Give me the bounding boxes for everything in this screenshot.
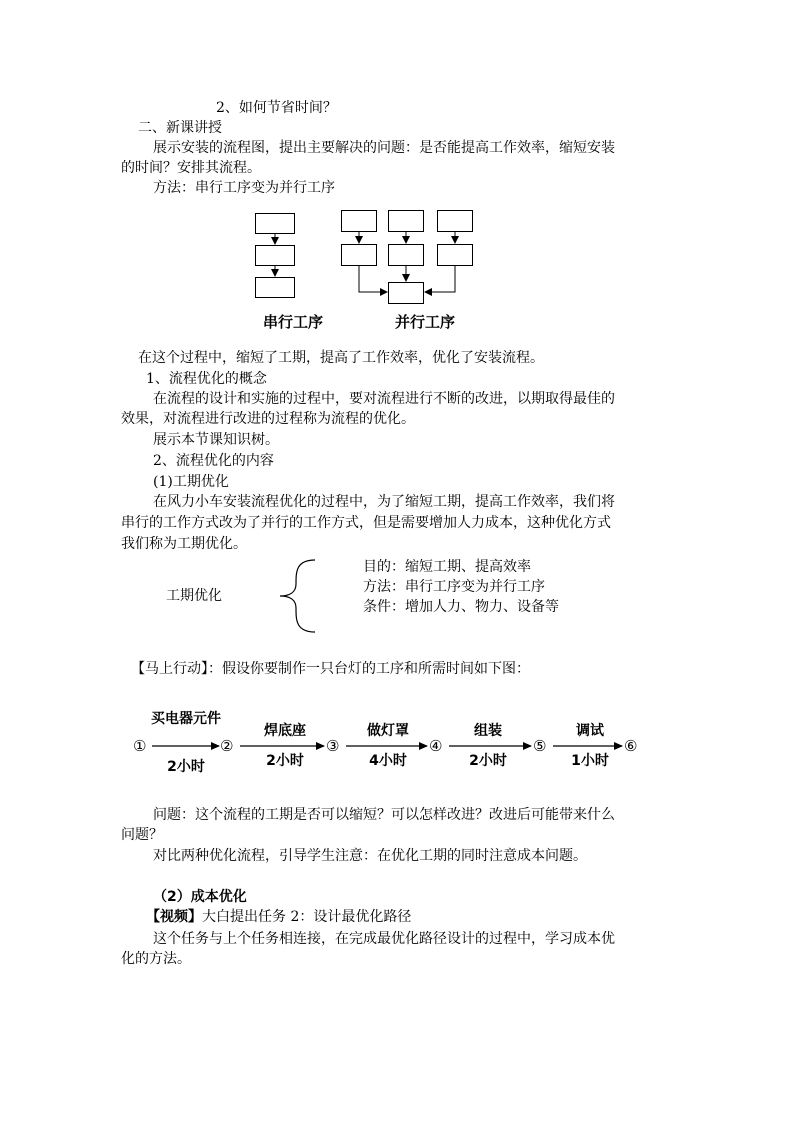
question-line: 2、如何节省时间？	[216, 100, 337, 116]
step-time: 4小时	[369, 753, 407, 769]
brace-title: 工期优化	[166, 588, 222, 604]
paragraph-line: 展示安装的流程图，提出主要解决的问题：是否能提高工作效率，缩短安装	[153, 140, 615, 156]
step-time: 2小时	[469, 753, 507, 769]
video-tag: 【视频】	[146, 909, 202, 925]
paragraph-line: 问题：这个流程的工期是否可以缩短？可以怎样改进？改进后可能带来什么	[153, 807, 615, 823]
paragraph-line: 展示本节课知识树。	[153, 432, 279, 448]
flow-node: ③	[326, 737, 340, 755]
step-time: 2小时	[167, 759, 205, 775]
flow-node: ⑤	[533, 737, 547, 755]
step-time: 2小时	[266, 753, 304, 769]
paragraph-line: 效果，对流程进行改进的过程称为流程的优化。	[121, 411, 415, 427]
paragraph-line: 在流程的设计和实施的过程中，要对流程进行不断的改进，以期取得最佳的	[153, 391, 615, 407]
video-text: 大白提出任务 2：设计最优化路径	[202, 909, 412, 925]
video-line	[146, 907, 411, 927]
flow-node: ②	[220, 737, 234, 755]
paragraph-line: 的时间？安排其流程。	[121, 160, 261, 176]
step-name: 焊底座	[264, 723, 306, 739]
subheading: （2）成本优化	[153, 889, 247, 905]
paragraph-line: 问题？	[121, 827, 163, 843]
step-time: 1小时	[571, 753, 609, 769]
paragraph-line: 串行的工作方式改为了并行的工作方式，但是需要增加人力成本，这种优化方式	[121, 515, 611, 531]
paragraph-line: 化的方法。	[121, 951, 191, 967]
subheading: 1、流程优化的概念	[146, 371, 267, 387]
subheading: 2、流程优化的内容	[153, 453, 274, 469]
paragraph-line: 我们称为工期优化。	[121, 536, 247, 552]
paragraph-line: 对比两种优化流程，引导学生注意：在优化工期的同时注意成本问题。	[153, 848, 587, 864]
step-name: 调试	[576, 723, 604, 739]
step-name: 买电器元件	[151, 711, 221, 727]
paragraph-line: 这个任务与上个任务相连接，在完成最优化路径设计的过程中，学习成本优	[153, 931, 615, 947]
step-name: 做灯罩	[367, 723, 409, 739]
flow-node: ⑥	[624, 737, 638, 755]
step-name: 组装	[474, 723, 502, 739]
brace-item: 目的：缩短工期、提高效率	[363, 559, 531, 575]
flow-node: ①	[133, 737, 147, 755]
section-heading: 二、新课讲授	[138, 120, 222, 136]
paragraph-line: 在这个过程中，缩短了工期，提高了工作效率，优化了安装流程。	[138, 350, 544, 366]
parallel-label: 并行工序	[395, 313, 456, 331]
flow-node: ④	[429, 737, 443, 755]
serial-label: 串行工序	[263, 313, 324, 331]
subheading: (1)工期优化	[153, 474, 229, 490]
paragraph-line: 方法：串行工序变为并行工序	[153, 180, 335, 196]
brace-item: 条件：增加人力、物力、设备等	[363, 599, 559, 615]
brace-item: 方法：串行工序变为并行工序	[363, 579, 545, 595]
action-line: 【马上行动】：假设你要制作一只台灯的工序和所需时间如下图：	[131, 661, 530, 677]
paragraph-line: 在风力小车安装流程优化的过程中，为了缩短工期，提高工作效率，我们将	[153, 494, 615, 510]
